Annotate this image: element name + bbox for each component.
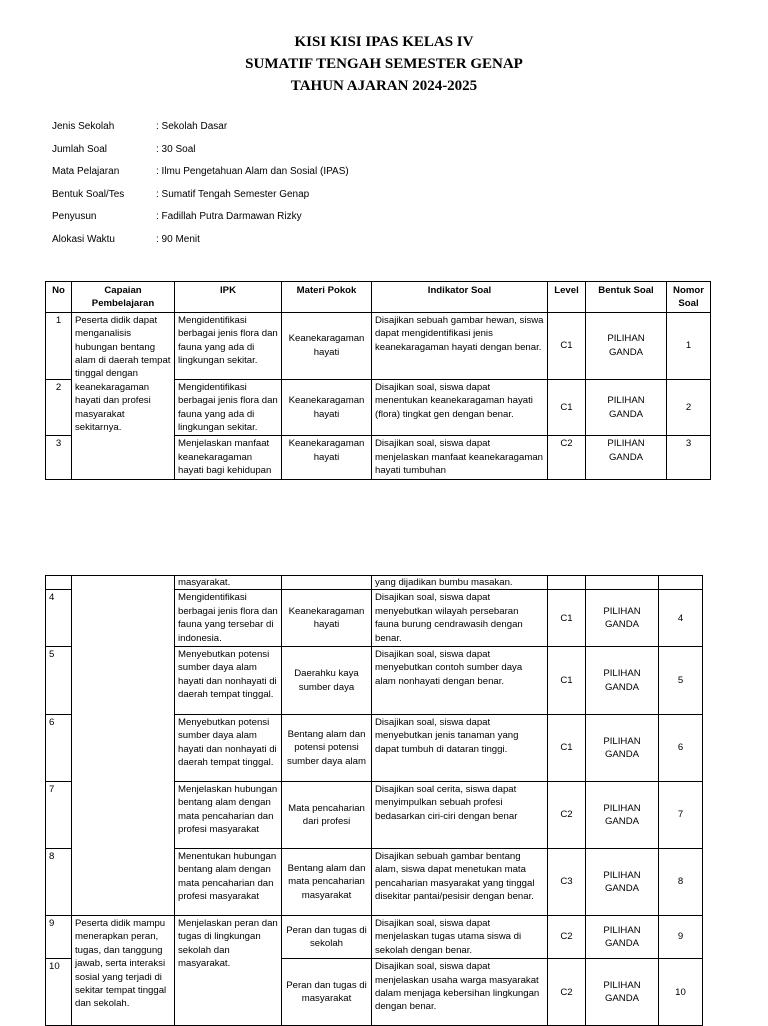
cell-materi: Keanekaragaman hayati bbox=[282, 312, 372, 379]
cell-materi: Bentang alam dan mata pencaharian masyarakat bbox=[282, 849, 372, 916]
cell-indikator: Disajikan soal, siswa dapat menyebutkan wilayah persebaran fauna burung cendrawasih dengan benar. bbox=[372, 590, 548, 647]
meta-value: : Ilmu Pengetahuan Alam dan Sosial (IPAS) bbox=[156, 166, 349, 178]
cell-indikator: Disajikan soal, siswa dapat menyebutkan contoh sumber daya alam nonhayati dengan benar. bbox=[372, 647, 548, 715]
header-indikator: Indikator Soal bbox=[372, 282, 548, 313]
cell-ipk: Mengidentifikasi berbagai jenis flora dan fauna yang tersebar di indonesia. bbox=[175, 590, 282, 647]
cell-materi: Keanekaragaman hayati bbox=[282, 436, 372, 479]
cell-bentuk: PILIHAN GANDA bbox=[586, 715, 659, 782]
cell-ipk: masyarakat. bbox=[175, 576, 282, 590]
cell-no: 7 bbox=[46, 782, 72, 849]
cell-level: C1 bbox=[548, 379, 586, 436]
cell-bentuk: PILIHAN GANDA bbox=[586, 916, 659, 959]
title-line-2: SUMATIF TENGAH SEMESTER GENAP bbox=[245, 56, 523, 72]
cell-bentuk: PILIHAN GANDA bbox=[586, 959, 659, 1026]
meta-value: : Sekolah Dasar bbox=[156, 121, 228, 132]
cell-level: C2 bbox=[548, 916, 586, 959]
cell-materi: Keanekaragaman hayati bbox=[282, 379, 372, 436]
cell-ipk: Mengidentifikasi berbagai jenis flora dan fauna yang ada di lingkungan sekitar. bbox=[175, 379, 282, 436]
kisi-kisi-table-page-1 bbox=[45, 281, 711, 480]
table-row bbox=[46, 312, 711, 379]
cell-no: 3 bbox=[46, 436, 72, 479]
cell-nomor: 10 bbox=[659, 959, 703, 1026]
cell-indikator: Disajikan sebuah gambar hewan, siswa dapat mengidentifikasi jenis keanekaragaman hayati dengan benar. bbox=[372, 312, 548, 379]
cell-ipk: Menyebutkan potensi sumber daya alam hayati dan nonhayati di daerah tempat tinggal. bbox=[175, 647, 282, 715]
meta-label: Jenis Sekolah bbox=[52, 121, 115, 132]
cell-no: 8 bbox=[46, 849, 72, 916]
cell-bentuk: PILIHAN GANDA bbox=[586, 312, 667, 379]
meta-row bbox=[52, 121, 349, 144]
cell-level: C1 bbox=[548, 312, 586, 379]
cell-no: 1 bbox=[46, 312, 72, 379]
header-materi: Materi Pokok bbox=[282, 282, 372, 313]
header-capaian: Capaian Pembelajaran bbox=[72, 282, 175, 313]
title-line-3: TAHUN AJARAN 2024-2025 bbox=[290, 78, 478, 94]
cell-ipk: Menentukan hubungan bentang alam dengan mata pencaharian dan profesi masyarakat bbox=[175, 849, 282, 916]
title-line-1: KISI KISI IPAS KELAS IV bbox=[294, 34, 474, 50]
cell-nomor bbox=[659, 576, 703, 590]
cell-no: 4 bbox=[46, 590, 72, 647]
cell-bentuk: PILIHAN GANDA bbox=[586, 782, 659, 849]
meta-label: Jumlah Soal bbox=[52, 143, 108, 155]
cell-bentuk: PILIHAN GANDA bbox=[586, 379, 667, 436]
cell-nomor: 8 bbox=[659, 849, 703, 916]
meta-label: Alokasi Waktu bbox=[52, 233, 115, 245]
cell-level: C2 bbox=[548, 782, 586, 849]
cell-materi bbox=[282, 576, 372, 590]
meta-row bbox=[52, 211, 349, 234]
cell-level: C1 bbox=[548, 590, 586, 647]
header-ipk: IPK bbox=[175, 282, 282, 313]
cell-ipk: Menjelaskan peran dan tugas di lingkungan sekolah dan masyarakat. bbox=[175, 916, 282, 1026]
cell-nomor: 6 bbox=[659, 715, 703, 782]
cell-indikator: yang dijadikan bumbu masakan. bbox=[372, 576, 548, 590]
meta-row bbox=[52, 144, 349, 167]
meta-row bbox=[52, 234, 349, 257]
cell-nomor: 5 bbox=[659, 647, 703, 715]
table-row bbox=[46, 916, 703, 959]
cell-no: 10 bbox=[46, 959, 72, 1026]
cell-nomor: 7 bbox=[659, 782, 703, 849]
cell-no: 5 bbox=[46, 647, 72, 715]
cell-ipk: Menyebutkan potensi sumber daya alam hayati dan nonhayati di daerah tempat tinggal. bbox=[175, 715, 282, 782]
cell-level: C2 bbox=[548, 959, 586, 1026]
cell-level: C3 bbox=[548, 849, 586, 916]
cell-nomor: 9 bbox=[659, 916, 703, 959]
cell-level: C2 bbox=[548, 436, 586, 479]
cell-materi: Keanekaragaman hayati bbox=[282, 590, 372, 647]
kisi-kisi-table-page-2 bbox=[45, 575, 703, 1026]
cell-ipk: Mengidentifikasi berbagai jenis flora dan fauna yang ada di lingkungan sekitar. bbox=[175, 312, 282, 379]
document-title bbox=[0, 31, 768, 97]
meta-value: : Fadillah Putra Darmawan Rizky bbox=[156, 211, 302, 223]
cell-bentuk: PILIHAN GANDA bbox=[586, 590, 659, 647]
cell-capaian-continued bbox=[72, 576, 175, 916]
cell-indikator: Disajikan soal, siswa dapat menentukan keanekaragaman hayati (flora) tingkat gen dengan benar. bbox=[372, 379, 548, 436]
meta-label: Penyusun bbox=[52, 211, 97, 223]
cell-capaian: Peserta didik mampu menerapkan peran, tugas, dan tanggung jawab, serta interaksi sosial yang terjadi di sekitar tempat tinggal dan sekolah. bbox=[72, 916, 175, 1026]
cell-no bbox=[46, 576, 72, 590]
cell-materi: Peran dan tugas di masyarakat bbox=[282, 959, 372, 1026]
cell-capaian: Peserta didik dapat menganalisis hubungan bentang alam di daerah tempat tinggal dengan keanekaragaman hayati dan profesi masyarakat sekitarnya. bbox=[72, 312, 175, 479]
cell-ipk: Menjelaskan manfaat keanekaragaman hayati bagi kehidupan bbox=[175, 436, 282, 479]
cell-nomor: 3 bbox=[667, 436, 711, 479]
meta-label: Bentuk Soal/Tes bbox=[52, 188, 125, 200]
cell-indikator: Disajikan soal, siswa dapat menjelaskan manfaat keanekaragaman hayati tumbuhan bbox=[372, 436, 548, 479]
header-no: No bbox=[46, 282, 72, 313]
cell-indikator: Disajikan sebuah gambar bentang alam, siswa dapat menetukan mata pencaharian masyarakat yang tinggal disekitar pantai/pesisir dengan benar. bbox=[372, 849, 548, 916]
meta-label: Mata Pelajaran bbox=[52, 166, 120, 178]
cell-bentuk: PILIHAN GANDA bbox=[586, 849, 659, 916]
cell-nomor: 2 bbox=[667, 379, 711, 436]
cell-materi: Daerahku kaya sumber daya bbox=[282, 647, 372, 715]
cell-no: 2 bbox=[46, 379, 72, 436]
cell-level: C1 bbox=[548, 647, 586, 715]
header-level: Level bbox=[548, 282, 586, 313]
cell-no: 6 bbox=[46, 715, 72, 782]
cell-indikator: Disajikan soal, siswa dapat menjelaskan usaha warga masyarakat dalam menjaga kebersihan lingkungan dengan benar. bbox=[372, 959, 548, 1026]
cell-materi: Bentang alam dan potensi potensi sumber daya alam bbox=[282, 715, 372, 782]
cell-ipk: Menjelaskan hubungan bentang alam dengan mata pencaharian dan profesi masyarakat bbox=[175, 782, 282, 849]
cell-bentuk bbox=[586, 576, 659, 590]
cell-level: C1 bbox=[548, 715, 586, 782]
meta-value: : 30 Soal bbox=[156, 143, 196, 155]
table-row-continuation bbox=[46, 576, 703, 590]
header-bentuk: Bentuk Soal bbox=[586, 282, 667, 313]
document-metadata bbox=[52, 121, 349, 257]
cell-indikator: Disajikan soal cerita, siswa dapat menyimpulkan sebuah profesi bedasarkan ciri-ciri dengan benar bbox=[372, 782, 548, 849]
cell-indikator: Disajikan soal, siswa dapat menjelaskan tugas utama siswa di sekolah dengan benar. bbox=[372, 916, 548, 959]
cell-bentuk: PILIHAN GANDA bbox=[586, 647, 659, 715]
cell-indikator: Disajikan soal, siswa dapat menyebutkan jenis tanaman yang dapat tumbuh di dataran tinggi. bbox=[372, 715, 548, 782]
cell-materi: Peran dan tugas di sekolah bbox=[282, 916, 372, 959]
cell-level bbox=[548, 576, 586, 590]
header-nomor: Nomor Soal bbox=[667, 282, 711, 313]
cell-nomor: 4 bbox=[659, 590, 703, 647]
meta-value: : 90 Menit bbox=[156, 233, 200, 245]
cell-nomor: 1 bbox=[667, 312, 711, 379]
table-header-row bbox=[46, 282, 711, 313]
meta-row bbox=[52, 189, 349, 212]
cell-materi: Mata pencaharian dari profesi bbox=[282, 782, 372, 849]
cell-no: 9 bbox=[46, 916, 72, 959]
meta-value: : Sumatif Tengah Semester Genap bbox=[156, 188, 310, 200]
cell-bentuk: PILIHAN GANDA bbox=[586, 436, 667, 479]
meta-row bbox=[52, 166, 349, 189]
